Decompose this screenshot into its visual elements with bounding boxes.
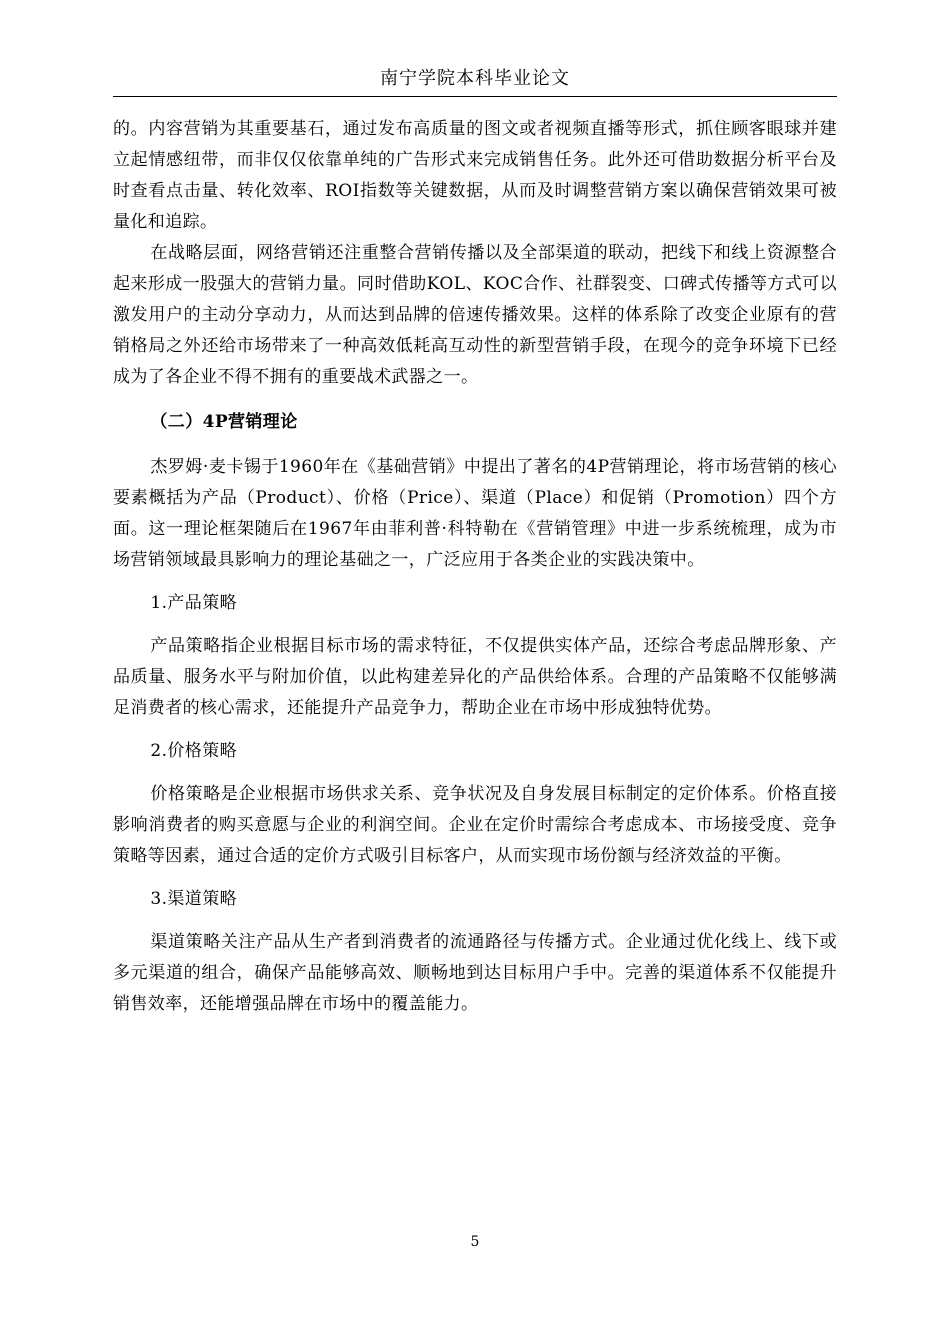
paragraph-strategy-level: 在战略层面，网络营销还注重整合营销传播以及全部渠道的联动，把线下和线上资源整合起来形成一股强大的营销力量。同时借助KOL、KOC合作、社群裂变、口碑式传播等方式可以激发用户的主动分享动力，从而达到品牌的倍速传播效果。这样的体系除了改变企业原有的营销格局之外还给市场带来了一种高效低耗高互动性的新型营销手段，在现今的竞争环境下已经成为了各企业不得不拥有的重要战术武器之一。 — [113, 243, 837, 387]
subheading-price-strategy: 2.价格策略 — [150, 741, 238, 761]
paragraph-price-strategy: 价格策略是企业根据市场供求关系、竞争状况及自身发展目标制定的定价体系。价格直接影响消费者的购买意愿与企业的利润空间。企业在定价时需综合考虑成本、市场接受度、竞争策略等因素，通过合适的定价方式吸引目标客户，从而实现市场份额与经济效益的平衡。 — [113, 784, 837, 866]
subheading-product-strategy: 1.产品策略 — [150, 593, 238, 613]
header-divider — [113, 96, 837, 97]
paragraph-4p-introduction: 杰罗姆·麦卡锡于1960年在《基础营销》中提出了著名的4P营销理论，将市场营销的核心要素概括为产品（Product）、价格（Price）、渠道（Place）和促销（Promotion）四个方面。这一理论框架随后在1967年由菲利普·科特勒在《营销管理》中进一步系统梳理，成为市场营销领域最具影响力的理论基础之一，广泛应用于各类企业的实践决策中。 — [113, 457, 837, 570]
page-body — [113, 114, 837, 1020]
paragraph-product-strategy: 产品策略指企业根据目标市场的需求特征，不仅提供实体产品，还综合考虑品牌形象、产品质量、服务水平与附加价值，以此构建差异化的产品供给体系。合理的产品策略不仅能够满足消费者的核心需求，还能提升产品竞争力，帮助企业在市场中形成独特优势。 — [113, 636, 837, 718]
paragraph-channel-strategy: 渠道策略关注产品从生产者到消费者的流通路径与传播方式。企业通过优化线上、线下或多元渠道的组合，确保产品能够高效、顺畅地到达目标用户手中。完善的渠道体系不仅能提升销售效率，还能增强品牌在市场中的覆盖能力。 — [113, 932, 837, 1014]
page-number: 5 — [470, 1234, 480, 1250]
paragraph-content-marketing: 的。内容营销为其重要基石，通过发布高质量的图文或者视频直播等形式，抓住顾客眼球并建立起情感纽带，而非仅仅依靠单纯的广告形式来完成销售任务。此外还可借助数据分析平台及时查看点击量、转化效率、ROI指数等关键数据，从而及时调整营销方案以确保营销效果可被量化和追踪。 — [113, 119, 837, 232]
running-header: 南宁学院本科毕业论文 — [380, 68, 570, 89]
section-heading-4p-theory: （二）4P营销理论 — [150, 412, 298, 432]
subheading-channel-strategy: 3.渠道策略 — [150, 889, 238, 909]
